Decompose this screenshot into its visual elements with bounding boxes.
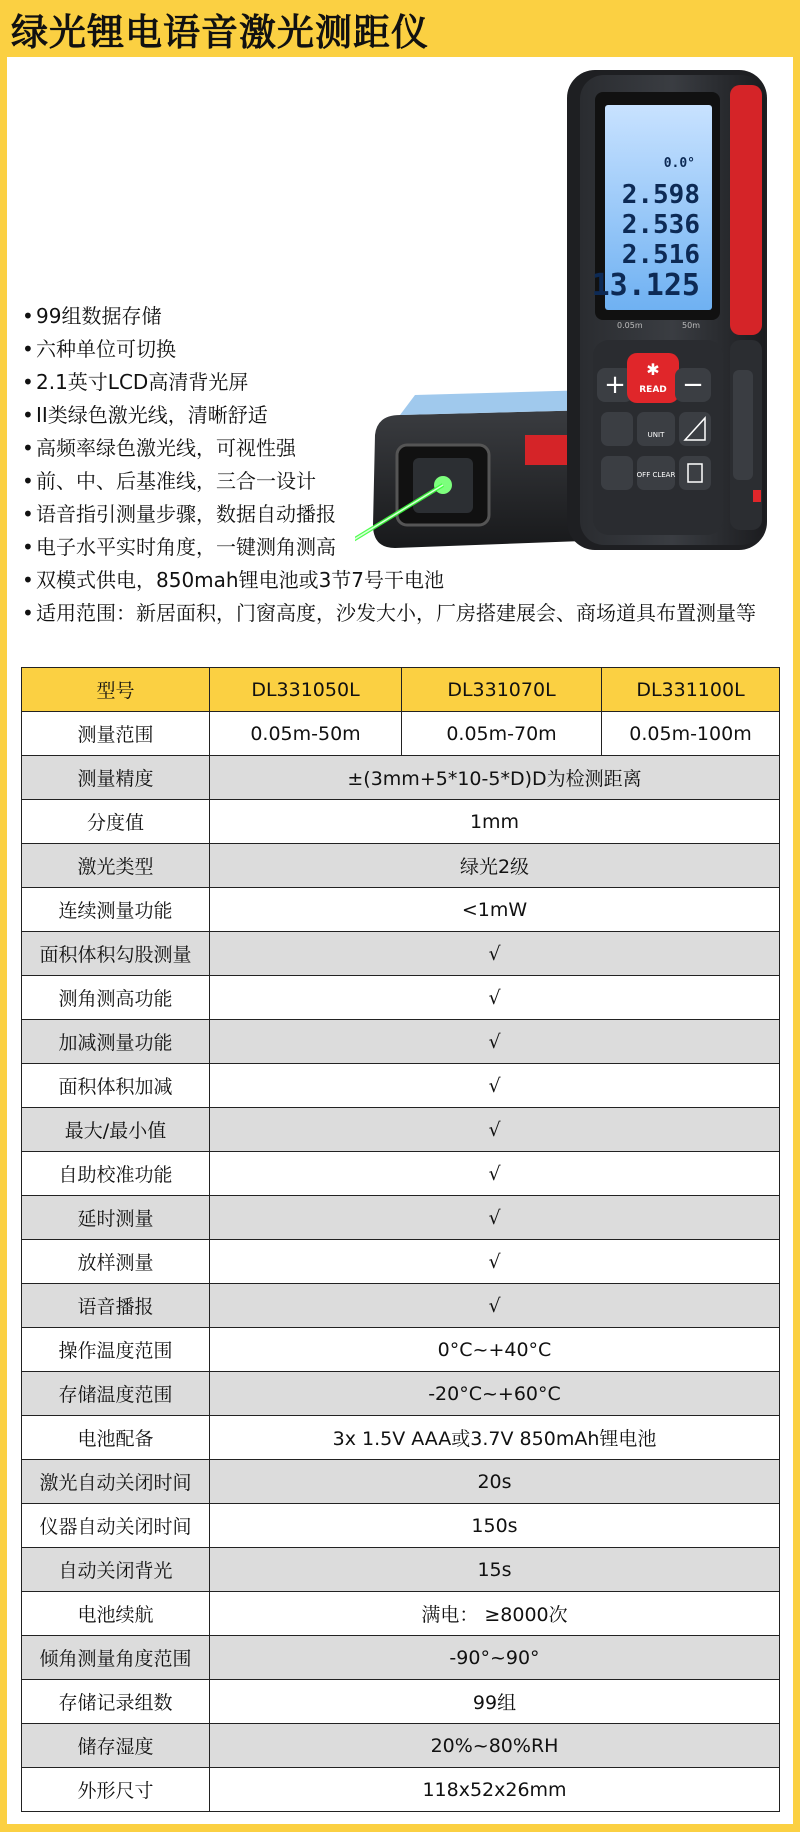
- row-label: 仪器自动关闭时间: [22, 1504, 210, 1548]
- table-row: [22, 1196, 780, 1240]
- table-row: [22, 1372, 780, 1416]
- table-row: [22, 844, 780, 888]
- row-value: √: [210, 1108, 780, 1152]
- row-label: 存储温度范围: [22, 1372, 210, 1416]
- table-row: [22, 756, 780, 800]
- display-min-range: 0.05m: [617, 321, 643, 330]
- row-value: √: [210, 1284, 780, 1328]
- row-value: 满电： ≥8000次: [210, 1592, 780, 1636]
- display-max-range: 50m: [682, 321, 700, 330]
- row-value: √: [210, 1152, 780, 1196]
- table-row: [22, 888, 780, 932]
- row-label: 外形尺寸: [22, 1768, 210, 1812]
- table-row: [22, 1460, 780, 1504]
- model-header-label: 型号: [22, 668, 210, 712]
- feature-item: • 双模式供电，850mah锂电池或3节7号干电池: [22, 564, 792, 597]
- row-label: 测量范围: [22, 712, 210, 756]
- title-bar: [0, 0, 800, 57]
- row-label: 面积体积勾股测量: [22, 932, 210, 976]
- table-row: [22, 1548, 780, 1592]
- feature-item: • II类绿色激光线，清晰舒适: [22, 399, 792, 432]
- row-value: 20%~80%RH: [210, 1724, 780, 1768]
- table-row: [22, 1768, 780, 1812]
- table-row: [22, 1328, 780, 1372]
- row-value: 118x52x26mm: [210, 1768, 780, 1812]
- feature-item: • 语音指引测量步骤，数据自动播报: [22, 498, 792, 531]
- model-header-cell: DL331070L: [402, 668, 602, 712]
- row-label: 电池续航: [22, 1592, 210, 1636]
- row-label: 操作温度范围: [22, 1328, 210, 1372]
- table-row: [22, 1636, 780, 1680]
- row-value: 20s: [210, 1460, 780, 1504]
- row-value: 0°C~+40°C: [210, 1328, 780, 1372]
- row-value: 0.05m-70m: [402, 712, 602, 756]
- row-label: 激光自动关闭时间: [22, 1460, 210, 1504]
- row-label: 最大/最小值: [22, 1108, 210, 1152]
- svg-text:✱: ✱: [646, 360, 660, 379]
- clear-key-label: OFF CLEAR: [636, 471, 676, 479]
- display-reading-2: 2.536: [621, 210, 700, 240]
- row-value: √: [210, 932, 780, 976]
- row-label: 语音播报: [22, 1284, 210, 1328]
- row-value: 绿光2级: [210, 844, 780, 888]
- feature-item: • 2.1英寸LCD高清背光屏: [22, 366, 792, 399]
- row-label: 自动关闭背光: [22, 1548, 210, 1592]
- row-value: √: [210, 1196, 780, 1240]
- display-reading-3: 2.516: [621, 240, 700, 270]
- model-header-cell: DL331050L: [210, 668, 402, 712]
- display-reading-1: 2.598: [621, 180, 700, 210]
- row-value: √: [210, 1020, 780, 1064]
- row-label: 存储记录组数: [22, 1680, 210, 1724]
- table-row: [22, 1152, 780, 1196]
- row-value: 1mm: [210, 800, 780, 844]
- row-label: 自助校准功能: [22, 1152, 210, 1196]
- model-header-cell: DL331100L: [602, 668, 780, 712]
- row-label: 面积体积加减: [22, 1064, 210, 1108]
- row-label: 电池配备: [22, 1416, 210, 1460]
- svg-text:−: −: [682, 370, 704, 400]
- table-row: [22, 1504, 780, 1548]
- row-label: 测角测高功能: [22, 976, 210, 1020]
- table-row: [22, 1064, 780, 1108]
- row-value: 150s: [210, 1504, 780, 1548]
- row-label: 储存湿度: [22, 1724, 210, 1768]
- row-label: 放样测量: [22, 1240, 210, 1284]
- row-label: 延时测量: [22, 1196, 210, 1240]
- row-value: -90°~90°: [210, 1636, 780, 1680]
- display-angle: 0.0°: [663, 156, 695, 171]
- row-label: 加减测量功能: [22, 1020, 210, 1064]
- unit-key-label: UNIT: [647, 431, 665, 439]
- svg-text:+: +: [604, 370, 626, 400]
- row-label: 倾角测量角度范围: [22, 1636, 210, 1680]
- row-value: √: [210, 1240, 780, 1284]
- row-value: √: [210, 976, 780, 1020]
- row-label: 分度值: [22, 800, 210, 844]
- row-value: <1mW: [210, 888, 780, 932]
- row-value: 3x 1.5V AAA或3.7V 850mAh锂电池: [210, 1416, 780, 1460]
- feature-list: [22, 300, 792, 630]
- table-row: [22, 1240, 780, 1284]
- table-row: [22, 1592, 780, 1636]
- spec-table: [21, 667, 780, 1812]
- table-row: [22, 1108, 780, 1152]
- row-value: ±(3mm+5*10-5*D)D为检测距离: [210, 756, 780, 800]
- row-value: -20°C~+60°C: [210, 1372, 780, 1416]
- display-reading-4: 13.125: [591, 268, 700, 303]
- feature-item: • 99组数据存储: [22, 300, 792, 333]
- row-value: 99组: [210, 1680, 780, 1724]
- table-row: [22, 1284, 780, 1328]
- read-key-label: READ: [639, 385, 667, 395]
- feature-item: • 适用范围：新居面积，门窗高度，沙发大小，厂房搭建展会、商场道具布置测量等: [22, 597, 792, 630]
- page-title: 绿光锂电语音激光测距仪: [11, 10, 429, 54]
- row-label: 测量精度: [22, 756, 210, 800]
- table-row: [22, 800, 780, 844]
- table-row: [22, 932, 780, 976]
- row-label: 激光类型: [22, 844, 210, 888]
- table-row: [22, 1724, 780, 1768]
- row-value: √: [210, 1064, 780, 1108]
- table-row: [22, 1680, 780, 1724]
- feature-item: • 电子水平实时角度，一键测角测高: [22, 531, 792, 564]
- table-row: [22, 1020, 780, 1064]
- feature-item: • 前、中、后基准线，三合一设计: [22, 465, 792, 498]
- row-value: 0.05m-100m: [602, 712, 780, 756]
- feature-item: • 高频率绿色激光线，可视性强: [22, 432, 792, 465]
- table-row: [22, 712, 780, 756]
- row-value: 0.05m-50m: [210, 712, 402, 756]
- row-label: 连续测量功能: [22, 888, 210, 932]
- row-value: 15s: [210, 1548, 780, 1592]
- table-row: [22, 976, 780, 1020]
- table-row: [22, 1416, 780, 1460]
- feature-item: • 六种单位可切换: [22, 333, 792, 366]
- table-header-row: [22, 668, 780, 712]
